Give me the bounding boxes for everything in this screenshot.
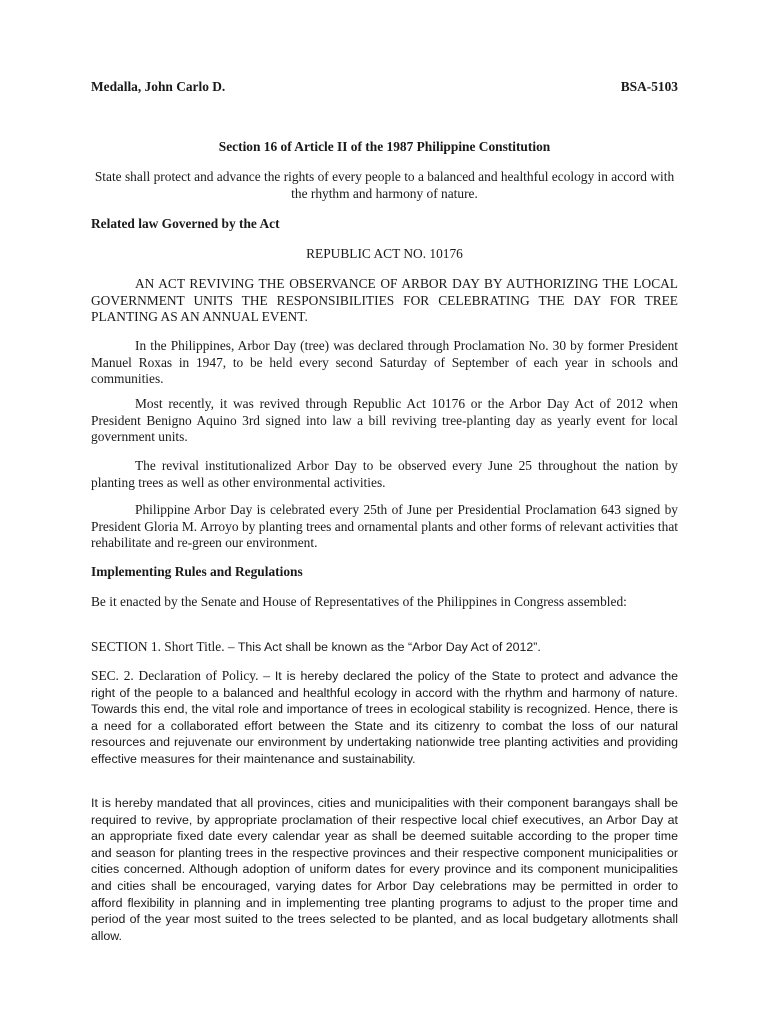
enacting-clause: Be it enacted by the Senate and House of Representatives of the Philippines in Congress assembled: — [91, 594, 627, 609]
course-code: BSA-5103 — [620, 79, 678, 94]
paragraph-celebration: Philippine Arbor Day is celebrated every 25th of June per Presidential Proclamation 643 signed by President Gloria M. Arroyo by planting trees and ornamental plants and other forms of relevant activities that rehabilitate and re-green our environment. — [91, 502, 678, 551]
author-name: Medalla, John Carlo D. — [91, 79, 226, 94]
paragraph-revival: Most recently, it was revived through Republic Act 10176 or the Arbor Day Act of 2012 when President Benigno Aquino 3rd signed into law a bill reviving tree-planting day as yearly event for local government units. — [91, 396, 678, 445]
mandate-paragraph: It is hereby mandated that all provinces, cities and municipalities with their component barangays shall be required to revive, by appropriate proclamation of their respective local chief executives, an Arbor Day at an appropriate fixed date every calendar year as shall be deemed suitable according to the proper time and season for planting trees in the respective provinces and their respective component municipalities or cities concerned. Although adoption of uniform dates for every province and its component municipalities and cities shall be encouraged, varying dates for Arbor Day celebrations may be permitted in order to afford flexibility in planning and in implementing tree planting programs to adjust to the proper time and period of the year most suited to the trees selected to be planted, and as local budgetary allotments shall allow. — [91, 796, 678, 943]
paragraph-institutionalized: The revival institutionalized Arbor Day to be observed every June 25 throughout the nation by planting trees as well as other environmental activities. — [91, 458, 678, 490]
irr-heading: Implementing Rules and Regulations — [91, 564, 303, 579]
section-2-text: It is hereby declared the policy of the State to protect and advance the right of the people to a balanced and healthful ecology in accord with the rhythm and harmony of nature. Towards this end, the vital role and importance of trees in ecological stability is recognized. Hence, there is a need for a collaborated effort between the State and its citizenry to combat the loss of our natural resources and rejuvenate our environment by undertaking nationwide tree planting activities and providing effective measures for their maintenance and sustainability. — [91, 669, 678, 766]
section-1 — [91, 639, 678, 656]
act-title: AN ACT REVIVING THE OBSERVANCE OF ARBOR DAY BY AUTHORIZING THE LOCAL GOVERNMENT UNITS THE RESPONSIBILITIES FOR CELEBRATING THE DAY FOR TREE PLANTING AS AN ANNUAL EVENT. — [91, 276, 678, 325]
document-header — [91, 79, 678, 96]
section-1-text: This Act shall be known as the “Arbor Day Act of 2012”. — [234, 640, 541, 654]
constitution-text: State shall protect and advance the rights of every people to a balanced and healthful ecology in accord with the rhythm and harmony of nature. — [94, 169, 675, 201]
republic-act-number: REPUBLIC ACT NO. 10176 — [306, 246, 463, 261]
section-2 — [91, 668, 678, 768]
paragraph-proclamation: In the Philippines, Arbor Day (tree) was declared through Proclamation No. 30 by former President Manuel Roxas in 1947, to be held every second Saturday of September of each year in schools and communities. — [91, 338, 678, 387]
section-1-label: SECTION 1. Short Title. – — [91, 639, 235, 654]
constitution-title: Section 16 of Article II of the 1987 Philippine Constitution — [218, 139, 551, 154]
related-law-heading: Related law Governed by the Act — [91, 216, 280, 231]
section-2-label: SEC. 2. Declaration of Policy. – — [91, 668, 270, 683]
